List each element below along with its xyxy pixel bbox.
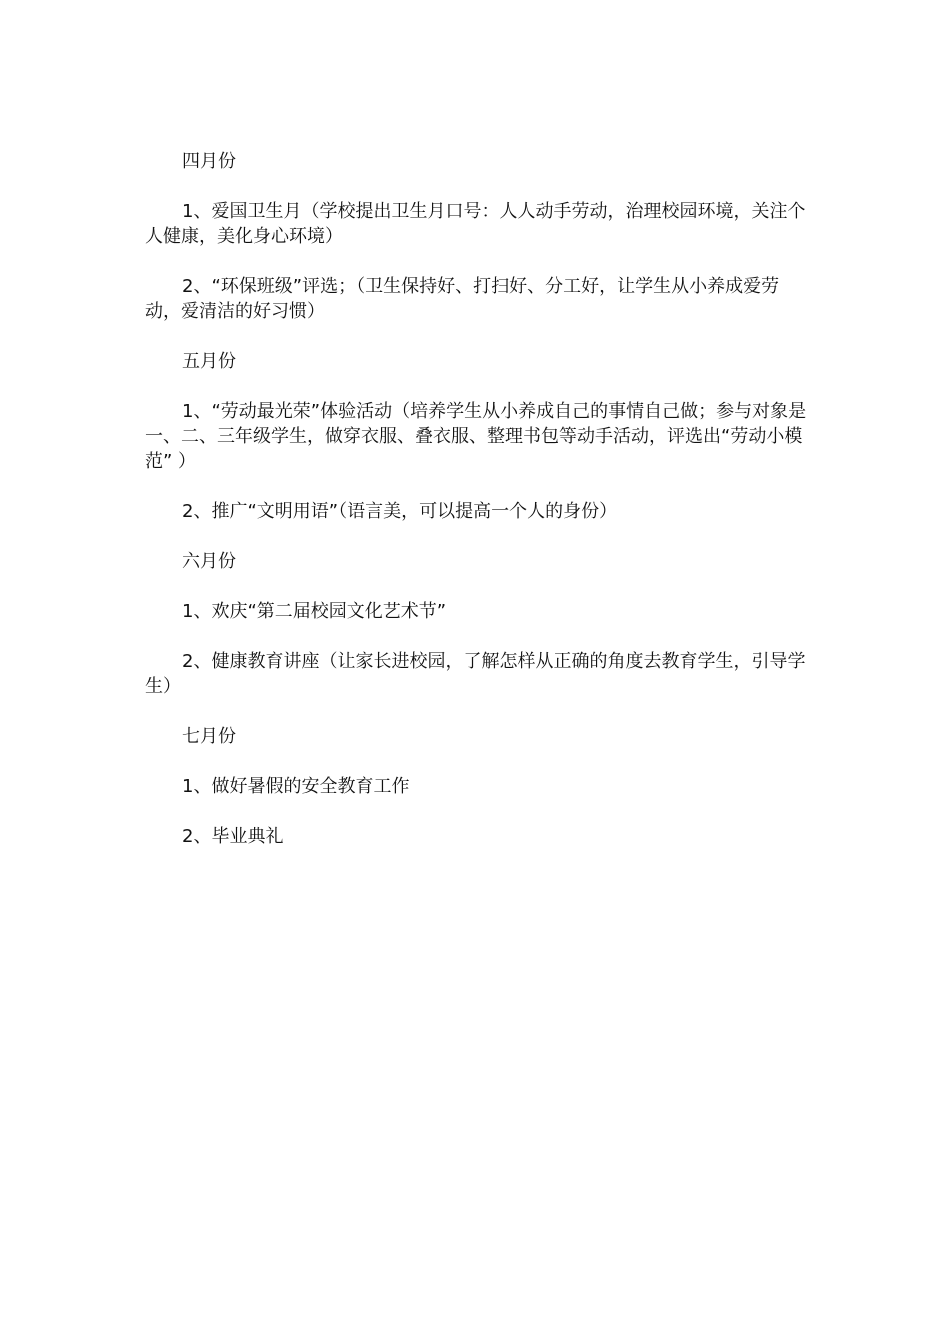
heading-may: 五月份 bbox=[182, 351, 236, 372]
june-item-2: 2、健康教育讲座（让家长进校园，了解怎样从正确的角度去教育学生，引导学生） bbox=[145, 651, 806, 697]
july-item-2: 2、毕业典礼 bbox=[182, 826, 284, 847]
document-body bbox=[145, 149, 807, 874]
may-item-2: 2、推广“文明用语”（语言美，可以提高一个人的身份） bbox=[182, 501, 618, 522]
july-item-1: 1、做好暑假的安全教育工作 bbox=[182, 776, 410, 797]
heading-july: 七月份 bbox=[182, 726, 236, 747]
april-item-1: 1、爱国卫生月（学校提出卫生月口号：人人动手劳动，治理校园环境，关注个人健康，美化身心环境） bbox=[145, 201, 806, 247]
heading-april: 四月份 bbox=[182, 151, 236, 172]
heading-june: 六月份 bbox=[182, 551, 236, 572]
may-item-1: 1、“劳动最光荣”体验活动（培养学生从小养成自己的事情自己做；参与对象是一、二、三年级学生，做穿衣服、叠衣服、整理书包等动手活动，评选出“劳动小模范” ） bbox=[145, 401, 807, 472]
june-item-1: 1、欢庆“第二届校园文化艺术节” bbox=[182, 601, 447, 622]
april-item-2: 2、“环保班级”评选；（卫生保持好、打扫好、分工好，让学生从小养成爱劳动，爱清洁的好习惯） bbox=[145, 276, 780, 322]
